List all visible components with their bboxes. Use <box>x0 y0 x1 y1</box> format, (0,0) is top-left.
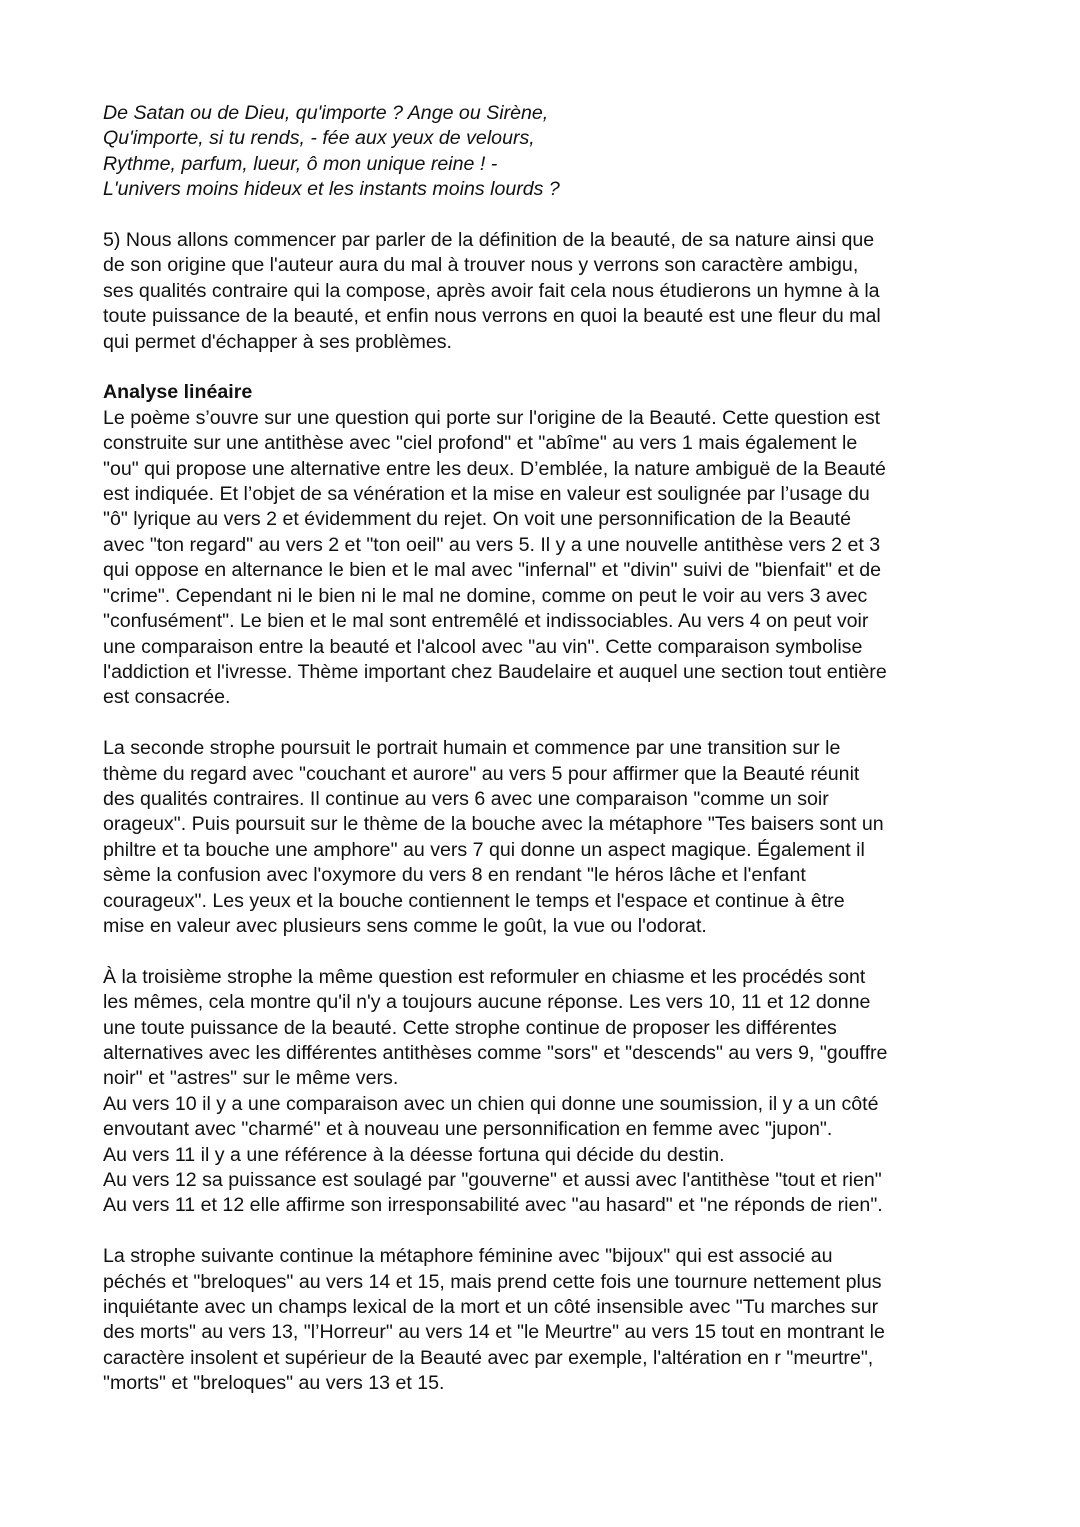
text-line: avec "ton regard" au vers 2 et "ton oeil" au vers 5. Il y a une nouvelle antithèse vers 2 et 3 <box>103 533 881 556</box>
text-line: les mêmes, cela montre qu'il n'y a toujours aucune réponse. Les vers 10, 11 et 12 donne <box>103 991 871 1014</box>
text-line: est indiquée. Et l’objet de sa vénération et la mise en valeur est soulignée par l’usage du <box>103 483 870 506</box>
text-line: thème du regard avec "couchant et aurore" au vers 5 pour affirmer que la Beauté réunit <box>103 762 860 785</box>
text-line: Au vers 11 il y a une référence à la déesse fortuna qui décide du destin. <box>103 1143 725 1166</box>
text-line: "morts" et "breloques" au vers 13 et 15. <box>103 1372 445 1395</box>
text-line: qui oppose en alternance le bien et le mal avec "infernal" et "divin" suivi de "bienfait" et de <box>103 559 882 582</box>
text-line: philtre et ta bouche une amphore" au vers 7 qui donne un aspect magique. Également il <box>103 838 865 861</box>
text-line: Au vers 12 sa puissance est soulagé par "gouverne" et aussi avec l'antithèse "tout et rien" <box>103 1169 882 1191</box>
text-line: inquiétante avec un champs lexical de la mort et un côté insensible avec "Tu marches sur <box>103 1296 879 1319</box>
text-line: ses qualités contraire qui la compose, après avoir fait cela nous étudierons un hymne à la <box>103 279 880 302</box>
text-line: La strophe suivante continue la métaphore féminine avec "bijoux" qui est associé au <box>103 1245 833 1268</box>
analysis-paragraph-2 <box>103 736 983 939</box>
section-heading: Analyse linéaire <box>103 381 253 404</box>
analysis-paragraph-3 <box>103 965 983 1219</box>
text-line: toute puissance de la beauté, et enfin nous verrons en quoi la beauté est une fleur du mal <box>103 305 881 328</box>
text-line: Le poème s’ouvre sur une question qui porte sur l'origine de la Beauté. Cette question est <box>103 406 881 429</box>
text-line: des qualités contraires. Il continue au vers 6 avec une comparaison "comme un soir <box>103 787 829 810</box>
intro-paragraph <box>103 228 983 355</box>
text-line: alternatives avec les différentes antithèses comme "sors" et "descends" au vers 9, "gouffre <box>103 1041 888 1064</box>
poem-stanza <box>103 101 983 203</box>
text-line: "confusément". Le bien et le mal sont entremêlé et indissociables. Au vers 4 on peut voir <box>103 610 869 633</box>
text-line: courageux". Les yeux et la bouche contiennent le temps et l'espace et continue à être <box>103 889 845 912</box>
text-line: construite sur une antithèse avec "ciel profond" et "abîme" au vers 1 mais également le <box>103 432 858 455</box>
text-line: sème la confusion avec l'oxymore du vers 8 en rendant "le héros lâche et l'enfant <box>103 864 806 887</box>
text-line: est consacrée. <box>103 686 231 709</box>
poem-line: L'univers moins hideux et les instants moins lourds ? <box>103 178 560 201</box>
text-line: orageux". Puis poursuit sur le thème de la bouche avec la métaphore "Tes baisers sont un <box>103 813 884 836</box>
text-line: caractère insolent et supérieur de la Beauté avec par exemple, l'altération en r "meurtre", <box>103 1346 874 1369</box>
poem-line: Rythme, parfum, lueur, ô mon unique reine ! - <box>103 152 498 175</box>
text-line: Au vers 10 il y a une comparaison avec un chien qui donne une soumission, il y a un côté <box>103 1092 879 1115</box>
text-line: "ô" lyrique au vers 2 et évidemment du rejet. On voit une personnification de la Beauté <box>103 508 852 531</box>
text-line: de son origine que l'auteur aura du mal à trouver nous y verrons son caractère ambigu, <box>103 254 859 277</box>
text-line: des morts" au vers 13, "l’Horreur" au vers 14 et "le Meurtre" au vers 15 tout en montrant le <box>103 1321 885 1344</box>
analysis-paragraph-4 <box>103 1244 983 1396</box>
text-line: péchés et "breloques" au vers 14 et 15, mais prend cette fois une tournure nettement plus <box>103 1270 882 1293</box>
analysis-paragraph-1 <box>103 406 983 711</box>
text-line: mise en valeur avec plusieurs sens comme le goût, la vue ou l'odorat. <box>103 914 707 937</box>
text-line: l'addiction et l'ivresse. Thème important chez Baudelaire et auquel une section tout entière <box>103 660 887 683</box>
text-line: une comparaison entre la beauté et l'alcool avec "au vin". Cette comparaison symbolise <box>103 635 863 658</box>
text-line: qui permet d'échapper à ses problèmes. <box>103 330 453 353</box>
text-line: À la troisième strophe la même question est reformuler en chiasme et les procédés sont <box>103 965 866 988</box>
text-line: une toute puissance de la beauté. Cette strophe continue de proposer les différentes <box>103 1016 837 1039</box>
text-line: 5) Nous allons commencer par parler de la définition de la beauté, de sa nature ainsi que <box>103 229 875 252</box>
text-line: noir" et "astres" sur le même vers. <box>103 1067 399 1090</box>
text-line: Au vers 11 et 12 elle affirme son irresponsabilité avec "au hasard" et "ne réponds de rien". <box>103 1194 883 1217</box>
poem-line: Qu'importe, si tu rends, - fée aux yeux de velours, <box>103 127 535 150</box>
text-line: envoutant avec "charmé" et à nouveau une personnification en femme avec "jupon". <box>103 1118 833 1141</box>
text-line: "crime". Cependant ni le bien ni le mal ne domine, comme on peut le voir au vers 3 avec <box>103 584 868 607</box>
poem-line: De Satan ou de Dieu, qu'importe ? Ange ou Sirène, <box>103 102 549 124</box>
text-line: La seconde strophe poursuit le portrait humain et commence par une transition sur le <box>103 737 841 760</box>
document-page <box>103 101 983 1397</box>
text-line: "ou" qui propose une alternative entre les deux. D’emblée, la nature ambiguë de la Beauté <box>103 457 886 480</box>
